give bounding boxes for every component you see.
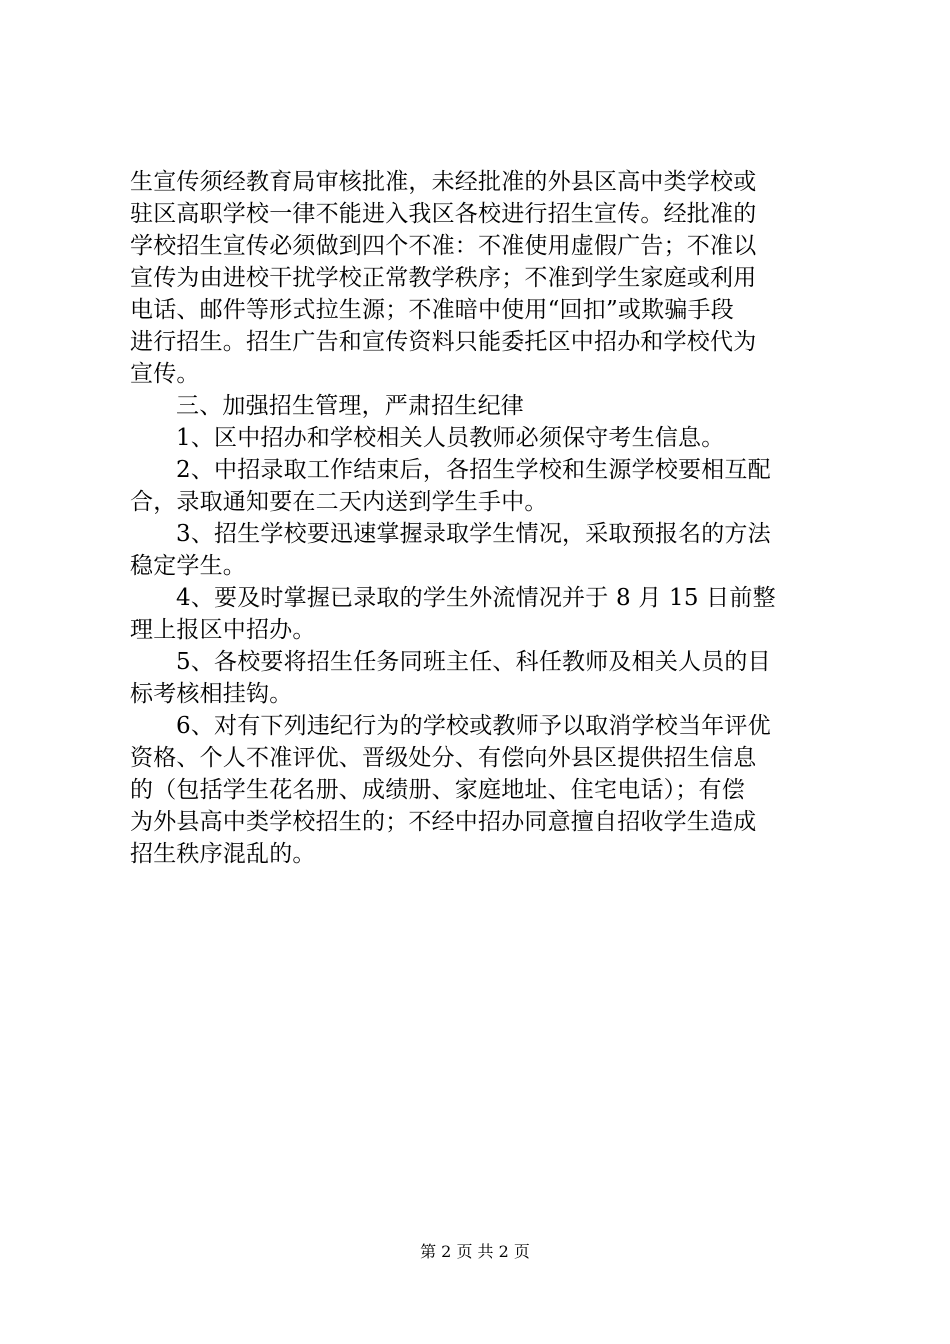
text-line: 宣传为由进校干扰学校正常教学秩序；不准到学生家庭或利用 — [130, 265, 757, 291]
text-line: 生宣传须经教育局审核批准，未经批准的外县区高中类学校或 — [130, 169, 757, 195]
document-body — [130, 166, 830, 870]
text-line: 进行招生。招生广告和宣传资料只能委托区中招办和学校代为 — [130, 329, 757, 355]
text-line: 稳定学生。 — [130, 553, 246, 579]
text-line: 6、对有下列违纪行为的学校或教师予以取消学校当年评优 — [176, 713, 771, 739]
text-line: 学校招生宣传必须做到四个不准：不准使用虚假广告；不准以 — [130, 233, 757, 259]
text-line: 1、区中招办和学校相关人员教师必须保守考生信息。 — [176, 425, 725, 451]
text-line: 宣传。 — [130, 361, 200, 387]
text-line: 驻区高职学校一律不能进入我区各校进行招生宣传。经批准的 — [130, 201, 757, 227]
page-footer: 第 2 页 共 2 页 — [420, 1242, 530, 1261]
text-line: 为外县高中类学校招生的；不经中招办同意擅自招收学生造成 — [130, 809, 757, 835]
text-line: 5、各校要将招生任务同班主任、科任教师及相关人员的目 — [176, 649, 771, 675]
text-line: 4、要及时掌握已录取的学生外流情况并于 8 月 15 日前整 — [176, 585, 776, 611]
text-line: 2、中招录取工作结束后，各招生学校和生源学校要相互配 — [176, 457, 771, 483]
text-line: 的（包括学生花名册、成绩册、家庭地址、住宅电话）；有偿 — [130, 777, 745, 803]
text-line: 电话、邮件等形式拉生源；不准暗中使用“回扣”或欺骗手段 — [130, 297, 734, 323]
text-line: 理上报区中招办。 — [130, 617, 316, 643]
text-line: 3、招生学校要迅速掌握录取学生情况，采取预报名的方法 — [176, 521, 771, 547]
text-line: 标考核相挂钩。 — [130, 681, 293, 707]
text-line: 合，录取通知要在二天内送到学生手中。 — [130, 489, 548, 515]
text-line: 三、加强招生管理，严肃招生纪律 — [176, 393, 524, 419]
text-line: 资格、个人不准评优、晋级处分、有偿向外县区提供招生信息 — [130, 745, 757, 771]
text-line: 招生秩序混乱的。 — [130, 841, 316, 867]
